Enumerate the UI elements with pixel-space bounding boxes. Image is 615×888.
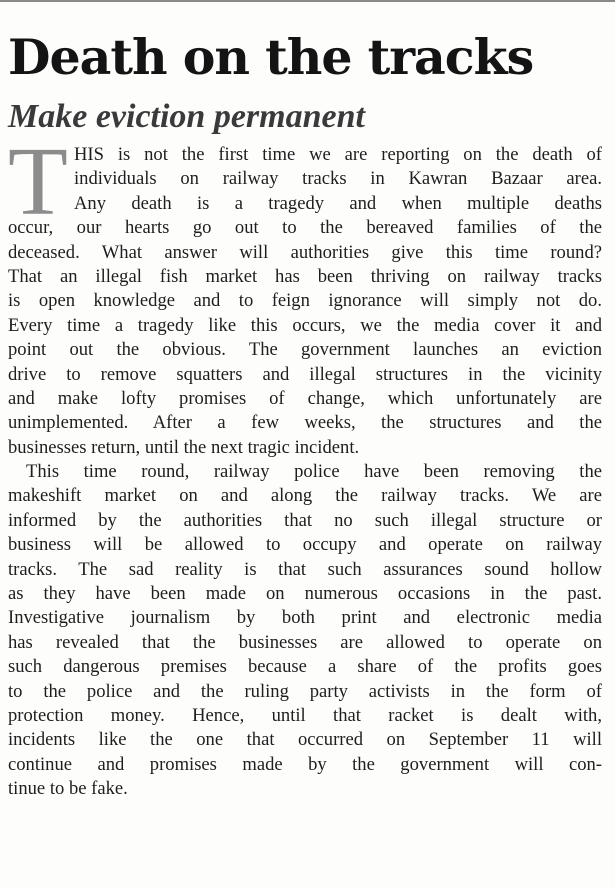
headline: Death on the tracks xyxy=(8,28,534,86)
text-line: is open knowledge and to feign ignorance will simply not do. xyxy=(8,290,602,312)
text-line: continue and promises made by the government will con- xyxy=(8,753,602,775)
paragraph-2 xyxy=(8,460,602,801)
article-body xyxy=(8,128,602,802)
text-line: HIS is not the first time we are reporting on the death of xyxy=(74,144,602,165)
text-line: makeshift market on and along the railway tracks. We are xyxy=(8,485,602,507)
text-line: businesses return, until the next tragic incident. xyxy=(8,436,360,458)
text-line: to the police and the ruling party activists in the form of xyxy=(8,680,602,702)
text-line: Every time a tragedy like this occurs, we the media cover it and xyxy=(8,314,602,336)
text-line: as they have been made on numerous occasions in the past. xyxy=(8,583,602,605)
text-line: incidents like the one that occurred on September 11 will xyxy=(8,729,602,751)
text-line: and make lofty promises of change, which unfortunately are xyxy=(8,387,602,409)
text-line: has revealed that the businesses are allowed to operate on xyxy=(8,631,602,653)
text-line: deceased. What answer will authorities give this time round? xyxy=(8,241,602,263)
drop-cap: T xyxy=(8,128,68,236)
text-line: point out the obvious. The government launches an eviction xyxy=(8,339,602,361)
text-line: tinue to be fake. xyxy=(8,778,128,800)
text-line: protection money. Hence, until that racket is dealt with, xyxy=(8,704,602,726)
text-line: This time round, railway police have been removing the xyxy=(26,461,602,483)
paragraph-1 xyxy=(8,128,602,460)
text-line: Any death is a tragedy and when multiple deaths xyxy=(74,192,602,214)
text-line: business will be allowed to occupy and operate on railway xyxy=(8,534,602,556)
text-line: That an illegal fish market has been thriving on railway tracks xyxy=(8,265,602,287)
text-line: individuals on railway tracks in Kawran Bazaar area. xyxy=(74,168,602,190)
text-line: informed by the authorities that no such illegal structure or xyxy=(8,509,602,531)
text-line: Investigative journalism by both print and electronic media xyxy=(8,607,602,629)
text-line: such dangerous premises because a share of the profits goes xyxy=(8,656,602,678)
text-line: unimplemented. After a few weeks, the structures and the xyxy=(8,412,602,434)
text-line: tracks. The sad reality is that such assurances sound hollow xyxy=(8,558,602,580)
text-line: drive to remove squatters and illegal structures in the vicinity xyxy=(8,363,602,385)
subheadline: Make eviction permanent xyxy=(8,98,365,135)
top-rule xyxy=(0,0,615,2)
text-line: occur, our hearts go out to the bereaved families of the xyxy=(8,217,602,239)
